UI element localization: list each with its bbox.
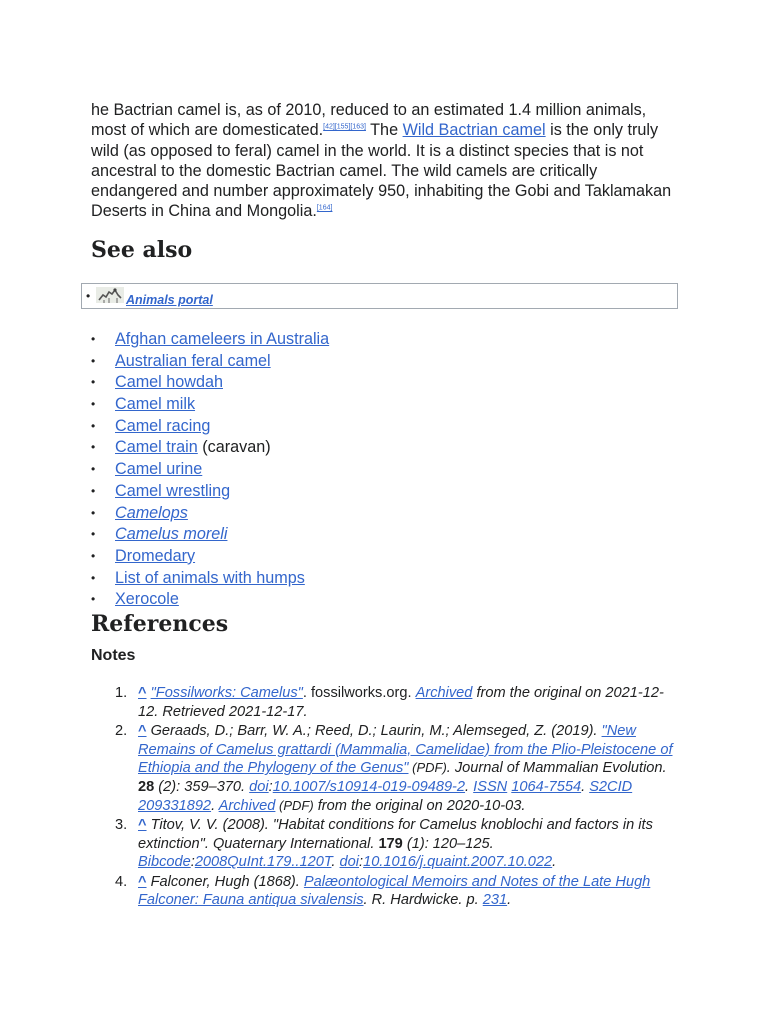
see-also-link[interactable]: Camelops [115,503,188,522]
reference-volume: 28 [138,779,155,796]
see-also-link[interactable]: Camel racing [115,416,211,435]
reference-text: from the original on 2021-12-12. Retrieved 2021-12-17. [138,685,664,720]
reference-issue: (1): 120–125. [402,835,494,852]
issn-label-link[interactable]: ISSN [473,779,508,796]
citation-link[interactable]: [164] [316,205,333,213]
backlink-caret[interactable]: ^ [138,722,147,739]
bullet: • [91,548,96,563]
see-also-item [91,351,329,373]
bullet: • [91,375,96,390]
doi-label-link[interactable]: doi [339,854,360,871]
bullet: • [91,418,96,433]
bullet: • [91,353,96,368]
reference-item [91,684,681,721]
archived-link[interactable]: Archived [415,685,473,701]
reference-number: 1. [115,685,128,701]
archived-link[interactable]: Archived [218,797,276,814]
see-also-link[interactable]: Camelus moreli [115,525,228,544]
see-also-item [91,568,329,590]
pdf-label: (PDF) [408,760,447,776]
see-also-item [91,437,329,459]
reference-number: 2. [115,722,128,739]
reference-text: Falconer, Hugh (1868). [146,873,304,890]
bullet: • [91,483,96,498]
bullet: • [86,289,91,303]
bullet: • [91,505,96,520]
reference-item: 2. ^ Geraads, D.; Barr, W. A.; Reed, D.; Laurin, M.; Alemseged, Z. (2019). "New Remains of Camelus grattardi (Mammalia, Camelidae) from the Plio-Pleistocene of Ethiopia and the Phylogeny of the Genus" (PDF). Journal of Mammalian Evolution. 28 (2): 359–370. doi:10.1007/s10914-019-09489-2. ISSN 1064-7554. S2CID 209331892. Archived (PDF) from the original on 2020-10-03. [115,722,673,814]
see-also-item [91,503,329,525]
citation-link[interactable]: [42][155][163] [323,123,366,131]
reference-title-link[interactable]: Palæontological Memoirs and Notes of the Late Hugh Falconer: Fauna antiqua sivalensis [138,873,651,909]
reference-text: from the original on 2020-10-03. [313,797,526,814]
bibcode-link[interactable]: 2008QuInt.179..120T [194,854,332,871]
backlink-caret[interactable]: ^ [138,873,147,890]
see-also-item [91,416,329,438]
reference-list [91,684,681,910]
see-also-item [91,589,329,611]
see-also-list [91,329,329,611]
see-also-link[interactable]: Camel wrestling [115,481,231,500]
pdf-label: (PDF) [275,797,314,813]
reference-number: 3. [115,816,128,833]
reference-site: . fossilworks.org. [302,685,416,701]
doi-link[interactable]: 10.1007/s10914-019-09489-2 [272,779,466,796]
camel-portal-icon[interactable] [95,285,125,305]
bullet: • [91,332,96,346]
see-also-item [91,524,329,546]
animals-portal-link[interactable]: Animals portal [126,293,213,307]
references-heading: References [91,611,229,637]
issn-link[interactable]: 1064-7554 [511,779,582,796]
reference-number: 4. [115,873,128,890]
bullet: • [91,462,96,477]
see-also-item [91,546,329,568]
reference-journal: . Journal of Mammalian Evolution. [446,760,667,777]
s2cid-link[interactable]: 209331892 [138,797,212,814]
reference-title-link[interactable]: "Fossilworks: Camelus" [150,685,303,701]
see-also-item [91,329,329,351]
bullet: • [91,397,96,412]
bibcode-label-link[interactable]: Bibcode [138,854,191,871]
notes-heading: Notes [91,647,136,664]
see-also-link[interactable]: Afghan cameleers in Australia [115,330,330,348]
reference-authors: Geraads, D.; Barr, W. A.; Reed, D.; Laurin, M.; Alemseged, Z. (2019). [146,722,602,739]
see-also-item [91,459,329,481]
see-also-link[interactable]: Dromedary [115,546,196,565]
wild-bactrian-camel-link[interactable]: Wild Bactrian camel [402,121,546,140]
see-also-link[interactable]: Australian feral camel [115,351,271,370]
reference-item: 3. ^ Titov, V. V. (2008). "Habitat conditions for Camelus knoblochi and factors in its extinction". Quaternary International. 179 (1): 120–125. Bibcode:2008QuInt.179..120T. doi:10.1016/j.quaint.2007.10.022. [115,816,653,871]
portal-box [81,283,678,309]
doi-label-link[interactable]: doi [249,779,269,796]
intro-text: The [365,121,403,140]
bullet: • [91,527,96,542]
reference-item: 4. ^ Falconer, Hugh (1868). Palæontological Memoirs and Notes of the Late Hugh Falconer: Fauna antiqua sivalensis. R. Hardwicke. p. 231. [115,873,651,909]
see-also-heading: See also [91,237,193,263]
intro-text: is the only truly wild (as opposed to feral) camel in the world. It is a distinct species that is not ancestral to the domestic Bactrian camel. The wild camels are critically endangered and number approximately 950, inhabiting the Gobi and Taklamakan Deserts in China and Mongolia. [91,121,672,221]
page-link[interactable]: 231 [482,892,508,909]
see-also-item [91,372,329,394]
see-also-suffix: (caravan) [197,438,271,457]
see-also-item [91,394,329,416]
reference-volume: 179 [378,835,403,852]
bullet: • [91,440,96,455]
s2cid-label-link[interactable]: S2CID [589,779,633,796]
see-also-link[interactable]: Xerocole [115,590,179,609]
doi-link[interactable]: 10.1016/j.quaint.2007.10.022 [363,854,553,871]
see-also-link[interactable]: Camel milk [115,395,196,414]
reference-issue: (2): 359–370. [154,779,250,796]
reference-publisher: . R. Hardwicke. p. [363,892,483,909]
intro-text: he Bactrian camel is, as of 2010, reduced to an estimated 1.4 million animals, most of which are domesticated. [91,101,647,140]
intro-paragraph [91,100,681,222]
see-also-link[interactable]: Camel howdah [115,373,223,392]
reference-title-link[interactable]: "New Remains of Camelus grattardi (Mammalia, Camelidae) from the Plio-Pleistocene of Ethiopia and the Phylogeny of the Genus" [138,722,673,777]
bullet: • [91,570,96,585]
reference-text: Titov, V. V. (2008). "Habitat conditions for Camelus knoblochi and factors in its extinction". Quaternary International. [138,816,653,852]
see-also-link[interactable]: Camel train [115,438,198,457]
see-also-link[interactable]: List of animals with humps [115,568,305,587]
see-also-link[interactable]: Camel urine [115,460,203,479]
bullet: • [91,592,96,607]
article-content [86,100,681,909]
backlink-caret[interactable]: ^ [138,816,147,833]
see-also-item [91,481,329,503]
backlink-caret[interactable]: ^ [138,685,147,701]
